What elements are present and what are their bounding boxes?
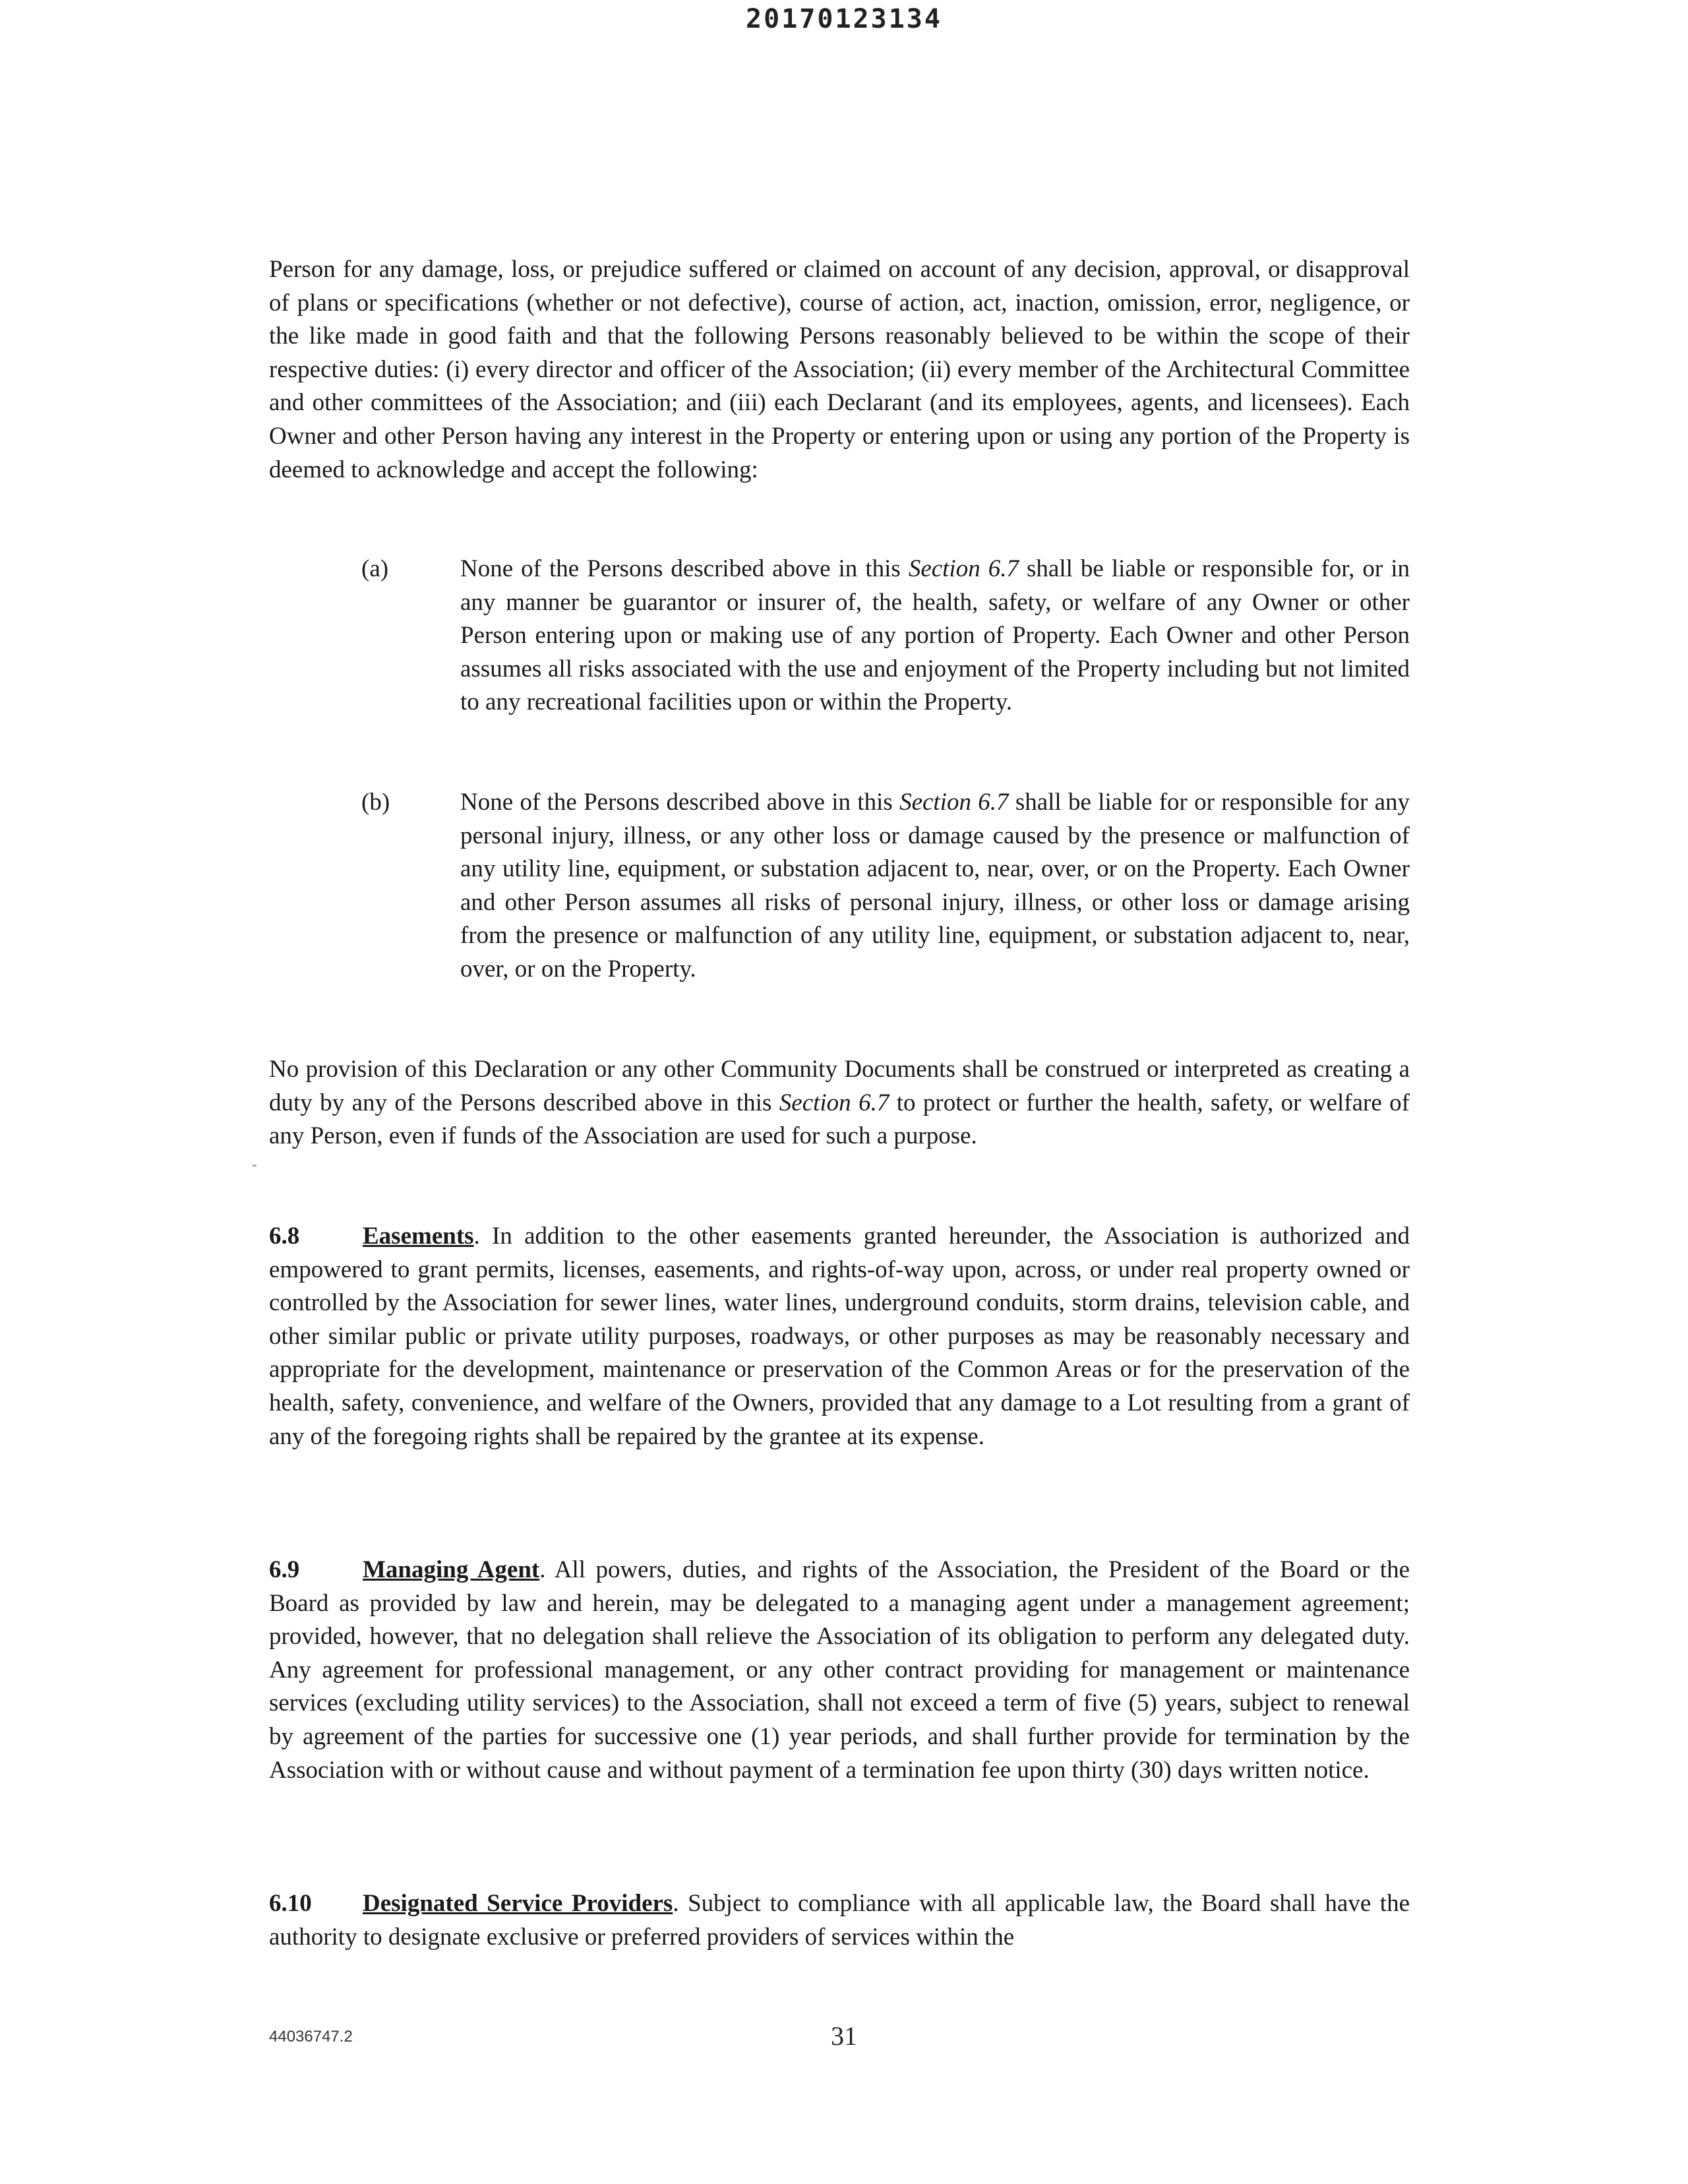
list-item-text: None of the Persons described above in this Section 6.7 shall be liable for or responsible for any personal injury, illness, or any other loss or damage caused by the presence or malfunction of any utility line, equipment, or substation adjacent to, near, over, or on the Property. Each Owner and other Person assumes all risks of personal injury, illness, or other loss or damage arising from the presence or malfunction of any utility line, equipment, or substation adjacent to, near, over, or on the Property. [460,789,1410,983]
recording-number: 20170123134 [746,4,942,34]
list-item-text: None of the Persons described above in this Section 6.7 shall be liable or responsible for, or in any manner be guarantor or insurer of, the health, safety, or welfare of any Owner or other Person entering upon or making use of any portion of Property. Each Owner and other Person assumes all risks associated with the use and enjoyment of the Property including but not limited to any recreational facilities upon or within the Property. [460,555,1410,716]
no-provision-paragraph: No provision of this Declaration or any other Community Documents shall be construed or interpreted as creating a duty by any of the Persons described above in this Section 6.7 to protect or further the health, safety, or welfare of any Person, even if funds of the Association are used for such a purpose. [269,1056,1410,1150]
section-number: 6.10 [269,1890,312,1917]
list-marker: (a) [361,555,389,582]
section-body: . Subject to compliance with all applicable law, the Board shall have the authority to designate exclusive or preferred providers of services within the [269,1890,1410,1951]
document-number: 44036747.2 [269,2028,353,2046]
list-marker: (b) [361,789,390,816]
section-6-8 [269,1220,1410,1453]
intro-paragraph: Person for any damage, loss, or prejudice suffered or claimed on account of any decision, approval, or disapproval of plans or specifications (whether or not defective), course of action, act, inaction, omission, error, negligence, or the like made in good faith and that the following Persons reasonably believed to be within the scope of their respective duties: (i) every director and officer of the Association; (ii) every member of the Architectural Committee and other committees of the Association; and (iii) each Declarant (and its employees, agents, and licensees). Each Owner and other Person having any interest in the Property or entering upon or using any portion of the Property is deemed to acknowledge and accept the following: [269,256,1410,483]
section-title: Easements [363,1223,474,1250]
page-number: 31 [831,2021,857,2051]
section-title: Designated Service Providers [363,1890,673,1917]
list-item-a [269,553,1410,753]
scan-artifact [253,1165,256,1167]
section-reference: Section 6.7 [779,1089,889,1116]
section-number: 6.9 [269,1556,300,1583]
section-number: 6.8 [269,1223,300,1250]
section-6-9 [269,1554,1410,1787]
section-body: . In addition to the other easements granted hereunder, the Association is authorized and empowered to grant permits, licenses, easements, and rights-of-way upon, across, or under real property owned or controlled by the Association for sewer lines, water lines, underground conduits, storm drains, television cable, and other similar public or private utility purposes, roadways, or other purposes as may be reasonably necessary and appropriate for the development, maintenance or preservation of the Common Areas or for the preservation of the health, safety, convenience, and welfare of the Owners, provided that any damage to a Lot resulting from a grant of any of the foregoing rights shall be repaired by the grantee at its expense. [269,1223,1410,1450]
section-reference: Section 6.7 [899,789,1009,816]
section-6-10 [269,1887,1410,1954]
list-item-b [269,786,1410,1020]
section-body: . All powers, duties, and rights of the Association, the President of the Board or the Board as provided by law and herein, may be delegated to a managing agent under a management agreement; provided, however, that no delegation shall relieve the Association of its obligation to perform any delegated duty. Any agreement for professional management, or any other contract providing for management or maintenance services (excluding utility services) to the Association, shall not exceed a term of five (5) years, subject to renewal by agreement of the parties for successive one (1) year periods, and shall further provide for termination by the Association with or without cause and without payment of a termination fee upon thirty (30) days written notice. [269,1556,1410,1784]
section-reference: Section 6.7 [908,555,1019,582]
section-title: Managing Agent [363,1556,540,1583]
